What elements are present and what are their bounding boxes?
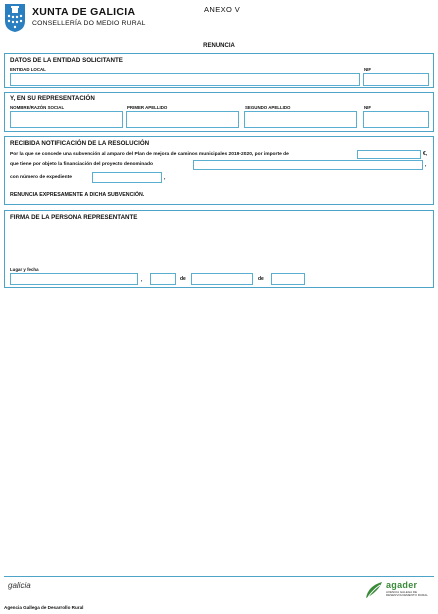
renuncia-statement: RENUNCIA EXPRESAMENTE A DICHA SUBVENCIÓN. <box>10 192 145 198</box>
section-firma <box>4 210 434 288</box>
anio-input[interactable] <box>271 273 305 285</box>
org-subtitle: CONSELLERÍA DO MEDIO RURAL <box>32 20 146 27</box>
xunta-shield-icon <box>4 3 26 33</box>
section-title: RECIBIDA NOTIFICACIÓN DE LA RESOLUCIÓN <box>10 140 150 147</box>
nif-input[interactable] <box>363 73 429 86</box>
section-resolucion <box>4 136 434 205</box>
nif-label: NIF <box>364 67 372 72</box>
resolution-line-3: con número de expediente <box>10 175 72 180</box>
section-title: Y, EN SU REPRESENTACIÓN <box>10 95 95 102</box>
annex-label: ANEXO V <box>204 5 241 14</box>
primer-apellido-input[interactable] <box>126 111 239 128</box>
proyecto-input[interactable] <box>193 160 423 170</box>
footer-divider <box>4 576 434 577</box>
expediente-input[interactable] <box>92 172 162 183</box>
section-entidad <box>4 53 434 88</box>
footer-agency-name: Agencia Gallega de Desarrollo Rural <box>4 605 84 610</box>
nombre-label: NOMBRE/RAZÓN SOCIAL <box>10 105 65 110</box>
lugar-label: Lugar y fecha <box>10 267 39 272</box>
mes-input[interactable] <box>191 273 253 285</box>
segundo-apellido-input[interactable] <box>244 111 357 128</box>
org-name: XUNTA DE GALICIA <box>32 6 136 18</box>
period-label: , <box>164 175 166 181</box>
de-label-1: de <box>180 276 186 282</box>
nif-label: NIF <box>364 105 372 110</box>
agader-leaf-icon <box>364 580 384 600</box>
resolution-line-1: Por la que se concede una subvención al amparo del Plan de mejora de caminos municipales 2019-2020, por importe de <box>10 152 289 157</box>
section-title: FIRMA DE LA PERSONA REPRESENTANTE <box>10 214 138 221</box>
section-title: DATOS DE LA ENTIDAD SOLICITANTE <box>10 57 123 64</box>
header <box>4 3 434 37</box>
lugar-input[interactable] <box>10 273 138 285</box>
de-label-2: de <box>258 276 264 282</box>
primer-apellido-label: PRIMER APELLIDO <box>127 105 168 110</box>
agader-subtitle: AXENCIA GALEGA DE DESENVOLVEMENTO RURAL <box>386 590 428 598</box>
importe-input[interactable] <box>357 150 421 159</box>
entidad-label: ENTIDAD LOCAL <box>10 67 46 72</box>
entidad-input[interactable] <box>10 73 360 86</box>
form-title: RENUNCIA <box>203 43 235 49</box>
section-representacion <box>4 92 434 132</box>
resolution-line-2: que tiene por objeto la financiación del proyecto denominado <box>10 162 153 167</box>
comma-label: , <box>141 277 143 283</box>
nif-input[interactable] <box>363 111 429 128</box>
agader-name: agader <box>386 580 418 590</box>
galicia-logo: galicia <box>8 581 31 590</box>
nombre-input[interactable] <box>10 111 123 128</box>
currency-label: €, <box>423 151 428 157</box>
comma-label: , <box>425 162 427 168</box>
dia-input[interactable] <box>150 273 176 285</box>
segundo-apellido-label: SEGUNDO APELLIDO <box>245 105 291 110</box>
agader-logo <box>364 580 434 602</box>
